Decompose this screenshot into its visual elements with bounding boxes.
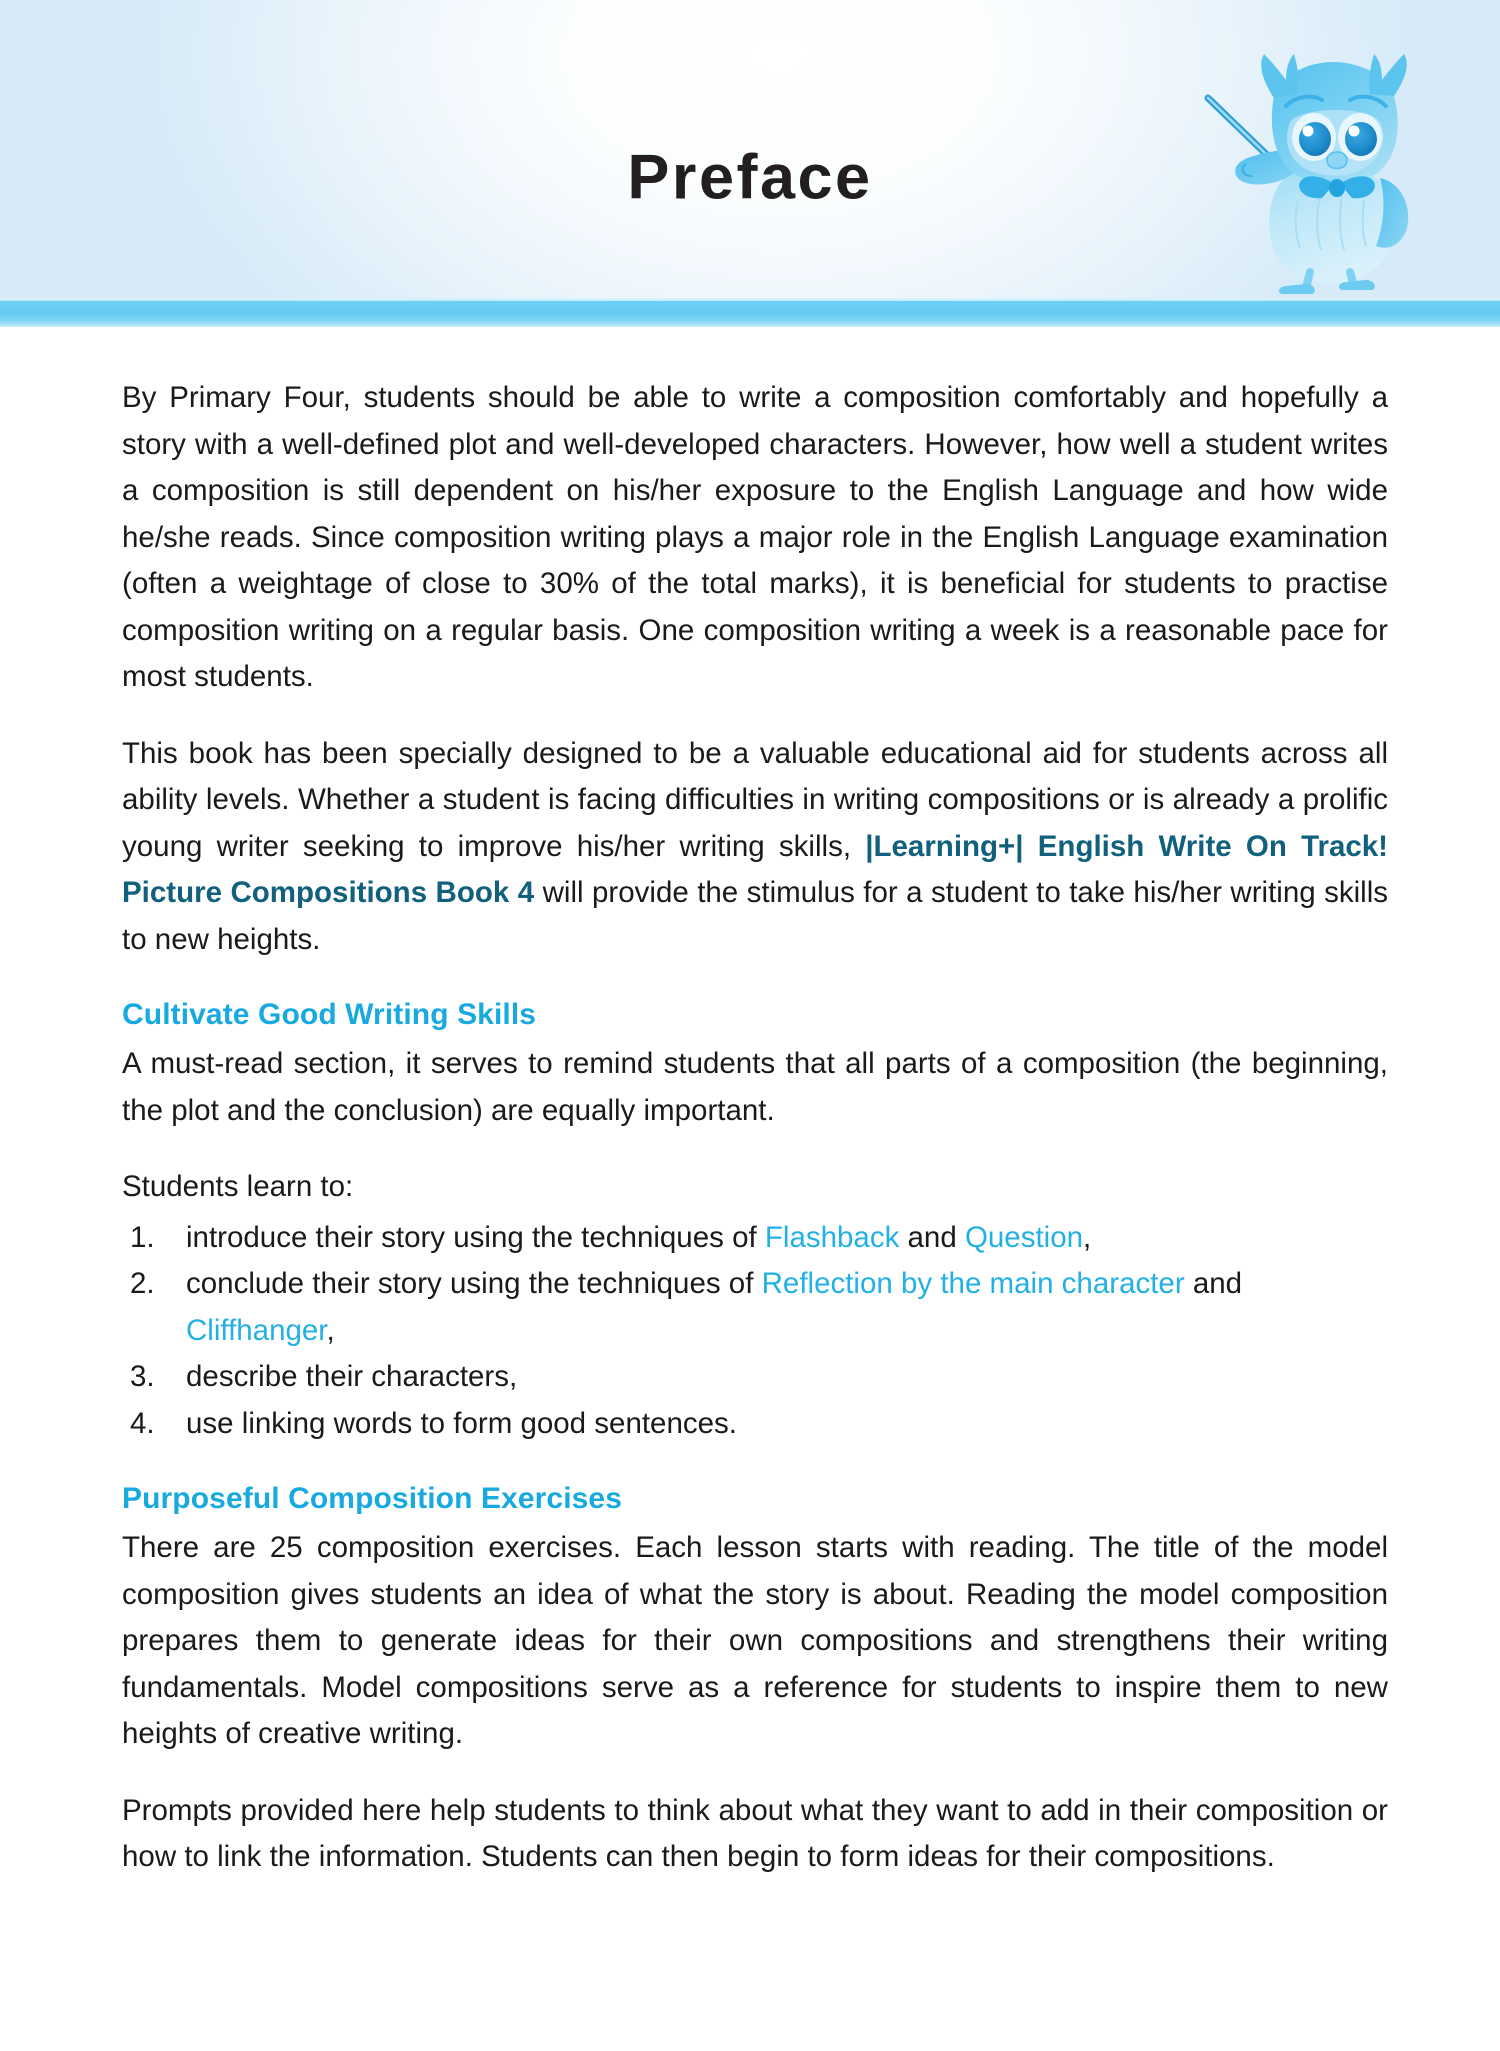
paragraph-book-description-tail: will provide the stimulus for a student to take his/her writing skills to new heights. [122,876,1389,956]
book-title-brand: |Learning+| English Write On Track! Picture Compositions Book 4 [122,829,1388,909]
list-item [122,1261,1388,1354]
list-item-text-before: introduce their story using the techniques of [186,1220,765,1254]
list-item-text-after: , [1083,1220,1092,1254]
section-2-paragraph-2: Prompts provided here help students to think about what they want to add in their composition or how to link the information. Students can then begin to form ideas for their compositions. [122,1793,1388,1873]
list-item [122,1354,1388,1401]
section-1-intro-paragraph: A must-read section, it serves to remind students that all parts of a composition (the beginning, the plot and the conclusion) are equally important. [122,1047,1388,1127]
list-item-text-before: describe their characters, [186,1360,518,1393]
bow-tie-icon [1299,176,1375,198]
paragraph-intro: By Primary Four, students should be able to write a composition comfortably and hopefully a story with a well-defined plot and well-developed characters. However, how well a student writes a composition is still dependent on his/her exposure to the English Language and how wide he/she reads. Since composition writing plays a major role in the English Language examination (often a weightage of close to 30% of the total marks), it is beneficial for students to practise composition writing on a regular basis. One composition writing a week is a reasonable pace for most students. [122,381,1388,693]
students-learn-list [122,1215,1388,1448]
owl-teacher-icon [1194,36,1464,298]
technique-highlight-question: Question [964,1220,1084,1254]
preface-content [0,327,1500,2031]
paragraph-book-description [122,731,1388,964]
list-item-text-middle: and [1184,1267,1243,1300]
page-title: Preface [627,142,873,213]
page-header-banner [0,0,1500,298]
list-item-number: 2. [130,1267,155,1300]
pointer-stick-icon [1208,98,1266,154]
list-item-number: 4. [130,1406,155,1440]
list-item-text-after: , [326,1313,335,1347]
list-item-text-middle: and [899,1220,965,1254]
section-heading-cultivate-good-writing-skills: Cultivate Good Writing Skills [122,998,537,1031]
list-item-number: 1. [130,1220,155,1254]
section-heading-purposeful-composition-exercises: Purposeful Composition Exercises [122,1482,622,1515]
students-learn-to-lead-in: Students learn to: [122,1170,354,1203]
technique-highlight-flashback: Flashback [764,1220,900,1254]
bottom-spacer [122,1911,1388,2031]
header-divider-stripe [0,298,1500,327]
technique-highlight-cliffhanger: Cliffhanger [186,1313,327,1347]
technique-highlight-reflection: Reflection by the main character [761,1267,1185,1300]
list-item-text-before: use linking words to form good sentences. [186,1406,737,1440]
section-2-paragraph-1: There are 25 composition exercises. Each lesson starts with reading. The title of the model composition gives students an idea of what the story is about. Reading the model composition prepares them to generate ideas for their own compositions and strengthens their writing fundamentals. Model compositions serve as a reference for students to inspire them to new heights of creative writing. [122,1531,1388,1750]
list-item-number: 3. [130,1360,155,1393]
list-item [122,1215,1388,1262]
list-item [122,1401,1388,1448]
list-item-text-before: conclude their story using the techniques of [186,1267,762,1300]
paragraph-book-description-lead: This book has been specially designed to be a valuable educational aid for students across all ability levels. Whether a student is facing difficulties in writing compositions or is already a prolific young writer seeking to improve his/her writing skills, [122,736,1388,863]
